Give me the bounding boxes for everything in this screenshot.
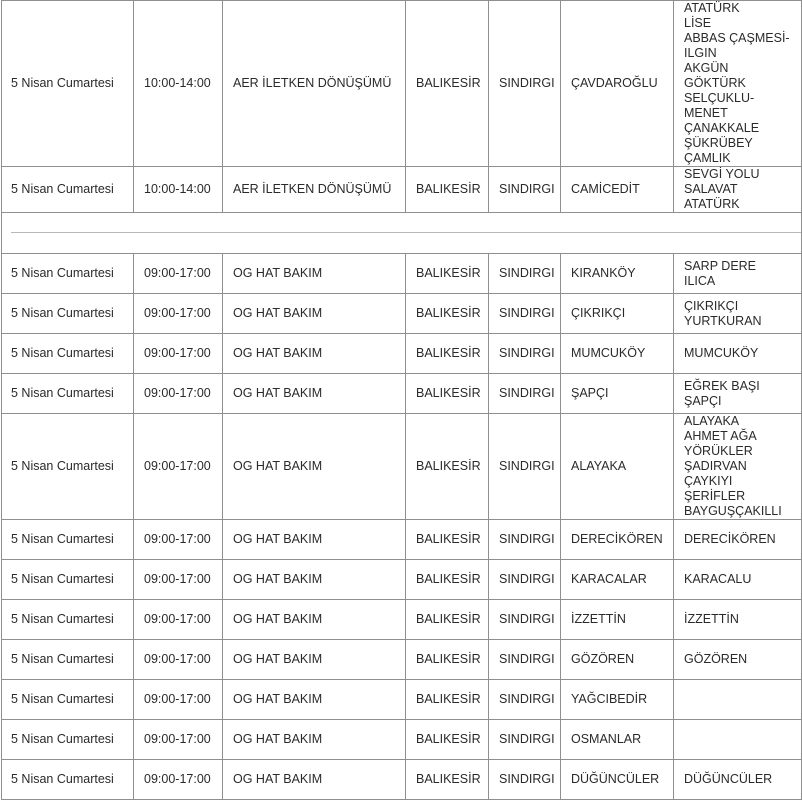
neighborhood-item: ÇAYKIYI xyxy=(684,474,733,488)
district-cell: SINDIRGI xyxy=(489,414,561,520)
separator-cell xyxy=(2,213,802,254)
work-type-cell: OG HAT BAKIM xyxy=(223,720,406,760)
date-cell: 5 Nisan Cumartesi xyxy=(2,254,134,294)
work-type-cell: OG HAT BAKIM xyxy=(223,334,406,374)
table-row xyxy=(2,374,802,414)
date-cell: 5 Nisan Cumartesi xyxy=(2,640,134,680)
neighborhood-item: GÖKTÜRK xyxy=(684,76,746,90)
neighborhood-item: EĞREK BAŞI xyxy=(684,378,760,393)
table-row xyxy=(2,640,802,680)
neighborhood-item: ÇANAKKALE xyxy=(684,121,760,135)
date-cell: 5 Nisan Cumartesi xyxy=(2,720,134,760)
district-cell: SINDIRGI xyxy=(489,294,561,334)
table-row xyxy=(2,254,802,294)
province-cell: BALIKESİR xyxy=(406,167,489,213)
neighborhood-item: ŞAPÇI xyxy=(684,393,722,408)
village-cell: OSMANLAR xyxy=(561,720,674,760)
neighborhoods-cell xyxy=(674,294,802,334)
province-cell: BALIKESİR xyxy=(406,1,489,167)
neighborhood-item: ILICA xyxy=(684,273,716,288)
date-cell: 5 Nisan Cumartesi xyxy=(2,1,134,167)
district-cell: SINDIRGI xyxy=(489,520,561,560)
village-cell: GÖZÖREN xyxy=(561,640,674,680)
work-type-cell: AER İLETKEN DÖNÜŞÜMÜ xyxy=(223,167,406,213)
neighborhood-item: GÖZÖREN xyxy=(684,652,748,666)
time-cell: 09:00-17:00 xyxy=(134,294,223,334)
village-cell: ŞAPÇI xyxy=(561,374,674,414)
date-cell: 5 Nisan Cumartesi xyxy=(2,760,134,800)
work-type-cell: OG HAT BAKIM xyxy=(223,414,406,520)
district-cell: SINDIRGI xyxy=(489,560,561,600)
separator-line xyxy=(11,232,801,233)
village-cell: CAMİCEDİT xyxy=(561,167,674,213)
table-row xyxy=(2,334,802,374)
neighborhood-item: LİSE xyxy=(684,16,712,30)
neighborhood-item: AKGÜN xyxy=(684,61,729,75)
time-cell: 09:00-17:00 xyxy=(134,520,223,560)
neighborhood-item: ABBAS ÇAŞMESİ- xyxy=(684,31,790,45)
table-row xyxy=(2,720,802,760)
province-cell: BALIKESİR xyxy=(406,520,489,560)
time-cell: 10:00-14:00 xyxy=(134,167,223,213)
village-cell: DÜĞÜNCÜLER xyxy=(561,760,674,800)
time-cell: 09:00-17:00 xyxy=(134,760,223,800)
neighborhoods-cell xyxy=(674,374,802,414)
village-cell: MUMCUKÖY xyxy=(561,334,674,374)
work-type-cell: OG HAT BAKIM xyxy=(223,640,406,680)
province-cell: BALIKESİR xyxy=(406,374,489,414)
neighborhood-item: YURTKURAN xyxy=(684,313,762,328)
neighborhood-item: KARACALU xyxy=(684,572,752,586)
neighborhood-item: AHMET AĞA xyxy=(684,429,757,443)
neighborhoods-cell xyxy=(674,167,802,213)
table-row xyxy=(2,167,802,213)
time-cell: 09:00-17:00 xyxy=(134,720,223,760)
time-cell: 09:00-17:00 xyxy=(134,560,223,600)
table-row xyxy=(2,560,802,600)
work-type-cell: OG HAT BAKIM xyxy=(223,254,406,294)
table-row xyxy=(2,760,802,800)
work-type-cell: OG HAT BAKIM xyxy=(223,294,406,334)
district-cell: SINDIRGI xyxy=(489,334,561,374)
province-cell: BALIKESİR xyxy=(406,760,489,800)
date-cell: 5 Nisan Cumartesi xyxy=(2,680,134,720)
village-cell: KARACALAR xyxy=(561,560,674,600)
province-cell: BALIKESİR xyxy=(406,720,489,760)
date-cell: 5 Nisan Cumartesi xyxy=(2,414,134,520)
district-cell: SINDIRGI xyxy=(489,374,561,414)
table-row xyxy=(2,680,802,720)
work-type-cell: OG HAT BAKIM xyxy=(223,374,406,414)
neighborhoods-cell xyxy=(674,600,802,640)
time-cell: 09:00-17:00 xyxy=(134,374,223,414)
neighborhood-item: SALAVAT xyxy=(684,182,738,196)
neighborhood-item: YÖRÜKLER xyxy=(684,444,753,458)
date-cell: 5 Nisan Cumartesi xyxy=(2,560,134,600)
district-cell: SINDIRGI xyxy=(489,600,561,640)
time-cell: 09:00-17:00 xyxy=(134,680,223,720)
time-cell: 09:00-17:00 xyxy=(134,254,223,294)
neighborhoods-cell xyxy=(674,520,802,560)
neighborhood-item: SARP DERE xyxy=(684,258,757,273)
date-cell: 5 Nisan Cumartesi xyxy=(2,334,134,374)
neighborhood-item: ÇAMLIK xyxy=(684,151,731,165)
time-cell: 10:00-14:00 xyxy=(134,1,223,167)
work-type-cell: OG HAT BAKIM xyxy=(223,560,406,600)
time-cell: 09:00-17:00 xyxy=(134,334,223,374)
district-cell: SINDIRGI xyxy=(489,167,561,213)
outage-table xyxy=(1,0,802,800)
date-cell: 5 Nisan Cumartesi xyxy=(2,600,134,640)
table-row xyxy=(2,520,802,560)
date-cell: 5 Nisan Cumartesi xyxy=(2,294,134,334)
date-cell: 5 Nisan Cumartesi xyxy=(2,167,134,213)
work-type-cell: OG HAT BAKIM xyxy=(223,680,406,720)
separator-row xyxy=(2,213,802,254)
province-cell: BALIKESİR xyxy=(406,680,489,720)
table-body xyxy=(2,1,802,800)
province-cell: BALIKESİR xyxy=(406,600,489,640)
neighborhoods-cell xyxy=(674,414,802,520)
date-cell: 5 Nisan Cumartesi xyxy=(2,520,134,560)
neighborhood-item: BAYGUŞÇAKILLI xyxy=(684,504,782,518)
district-cell: SINDIRGI xyxy=(489,254,561,294)
neighborhood-item: ATATÜRK xyxy=(684,197,740,211)
neighborhood-item: SEVGİ YOLU xyxy=(684,167,760,181)
work-type-cell: OG HAT BAKIM xyxy=(223,600,406,640)
table-row xyxy=(2,600,802,640)
time-cell: 09:00-17:00 xyxy=(134,414,223,520)
neighborhood-item: ŞÜKRÜBEY xyxy=(684,136,753,150)
time-cell: 09:00-17:00 xyxy=(134,640,223,680)
neighborhood-item: MUMCUKÖY xyxy=(684,346,759,360)
neighborhoods-cell xyxy=(674,254,802,294)
province-cell: BALIKESİR xyxy=(406,254,489,294)
neighborhoods-cell xyxy=(674,680,802,720)
neighborhoods-cell xyxy=(674,760,802,800)
time-cell: 09:00-17:00 xyxy=(134,600,223,640)
district-cell: SINDIRGI xyxy=(489,680,561,720)
province-cell: BALIKESİR xyxy=(406,640,489,680)
neighborhood-item: ATATÜRK xyxy=(684,1,740,15)
district-cell: SINDIRGI xyxy=(489,760,561,800)
neighborhood-item: ŞADIRVAN xyxy=(684,459,747,473)
neighborhoods-cell xyxy=(674,560,802,600)
neighborhood-item: DERECİKÖREN xyxy=(684,532,776,546)
district-cell: SINDIRGI xyxy=(489,640,561,680)
village-cell: KIRANKÖY xyxy=(561,254,674,294)
neighborhoods-cell xyxy=(674,640,802,680)
neighborhood-item: ŞERİFLER xyxy=(684,489,746,503)
work-type-cell: OG HAT BAKIM xyxy=(223,520,406,560)
village-cell: DERECİKÖREN xyxy=(561,520,674,560)
village-cell: ÇAVDAROĞLU xyxy=(561,1,674,167)
district-cell: SINDIRGI xyxy=(489,720,561,760)
neighborhoods-cell xyxy=(674,720,802,760)
neighborhood-item: ÇIKRIKÇI xyxy=(684,298,739,313)
neighborhood-item: DÜĞÜNCÜLER xyxy=(684,772,773,786)
district-cell: SINDIRGI xyxy=(489,1,561,167)
village-cell: ALAYAKA xyxy=(561,414,674,520)
province-cell: BALIKESİR xyxy=(406,334,489,374)
neighborhood-item: SELÇUKLU- xyxy=(684,91,755,105)
table-row xyxy=(2,1,802,167)
work-type-cell: OG HAT BAKIM xyxy=(223,760,406,800)
neighborhoods-cell xyxy=(674,334,802,374)
province-cell: BALIKESİR xyxy=(406,294,489,334)
neighborhood-item: MENET xyxy=(684,106,728,120)
village-cell: YAĞCIBEDİR xyxy=(561,680,674,720)
neighborhood-item: ILGIN xyxy=(684,46,717,60)
table-row xyxy=(2,294,802,334)
province-cell: BALIKESİR xyxy=(406,414,489,520)
neighborhoods-cell xyxy=(674,1,802,167)
work-type-cell: AER İLETKEN DÖNÜŞÜMÜ xyxy=(223,1,406,167)
province-cell: BALIKESİR xyxy=(406,560,489,600)
table-row xyxy=(2,414,802,520)
date-cell: 5 Nisan Cumartesi xyxy=(2,374,134,414)
neighborhood-item: ALAYAKA xyxy=(684,414,740,428)
neighborhood-item: İZZETTİN xyxy=(684,612,739,626)
village-cell: ÇIKRIKÇI xyxy=(561,294,674,334)
village-cell: İZZETTİN xyxy=(561,600,674,640)
